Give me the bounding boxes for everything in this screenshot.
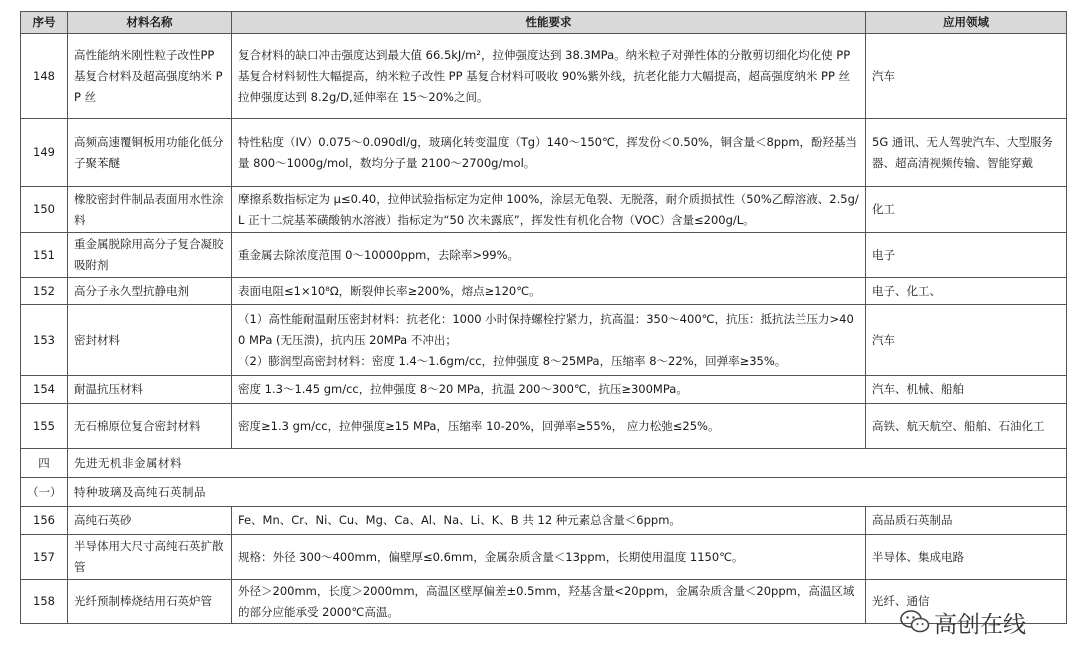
row-performance: 重金属去除浓度范围 0～10000ppm，去除率>99%。	[232, 233, 866, 278]
row-material-name: 无石棉原位复合密封材料	[68, 404, 232, 449]
row-seq: 157	[21, 535, 68, 580]
row-application: 汽车	[866, 305, 1067, 376]
row-material-name: 高频高速覆铜板用功能化低分子聚苯醚	[68, 119, 232, 187]
row-performance: 特性粘度（IV）0.075～0.090dl/g，玻璃化转变温度（Tg）140～150℃，挥发份＜0.50%，铜含量＜8ppm，酚羟基当量 800～1000g/mol，数均分子量 2100～2700g/mol。	[232, 119, 866, 187]
row-performance: 密度≥1.3 gm/cc，拉伸强度≥15 MPa，压缩率 10-20%，回弹率≥55%， 应力松弛≤25%。	[232, 404, 866, 449]
header-performance: 性能要求	[232, 12, 866, 34]
row-material-name: 高分子永久型抗静电剂	[68, 278, 232, 305]
section-row-minor	[21, 478, 1067, 507]
watermark-text: 高创在线	[934, 611, 1026, 638]
row-seq: 149	[21, 119, 68, 187]
wechat-icon	[900, 609, 930, 635]
section-seq: （一）	[21, 478, 68, 507]
table-row	[21, 34, 1067, 119]
row-seq: 158	[21, 580, 68, 624]
row-seq: 152	[21, 278, 68, 305]
row-material-name: 高性能纳米刚性粒子改性PP 基复合材料及超高强度纳米 PP 丝	[68, 34, 232, 119]
watermark	[900, 605, 1060, 639]
row-seq: 154	[21, 376, 68, 404]
row-application: 高铁、航天航空、船舶、石油化工	[866, 404, 1067, 449]
header-material-name: 材料名称	[68, 12, 232, 34]
row-material-name: 光纤预制棒烧结用石英炉管	[68, 580, 232, 624]
row-seq: 150	[21, 187, 68, 233]
row-application: 化工	[866, 187, 1067, 233]
row-application: 电子	[866, 233, 1067, 278]
section-title: 先进无机非金属材料	[68, 449, 1067, 478]
row-material-name: 耐温抗压材料	[68, 376, 232, 404]
row-seq: 148	[21, 34, 68, 119]
row-application: 半导体、集成电路	[866, 535, 1067, 580]
table-row	[21, 535, 1067, 580]
header-application: 应用领域	[866, 12, 1067, 34]
table-row	[21, 404, 1067, 449]
table-row	[21, 376, 1067, 404]
header-row	[21, 12, 1067, 34]
row-material-name: 半导体用大尺寸高纯石英扩散管	[68, 535, 232, 580]
row-performance: 密度 1.3～1.45 gm/cc，拉伸强度 8～20 MPa，抗温 200～300℃，抗压≥300MPa。	[232, 376, 866, 404]
section-seq: 四	[21, 449, 68, 478]
row-performance: 规格：外径 300～400mm，偏壁厚≤0.6mm，金属杂质含量＜13ppm，长期使用温度 1150℃。	[232, 535, 866, 580]
row-seq: 151	[21, 233, 68, 278]
section-title: 特种玻璃及高纯石英制品	[68, 478, 1067, 507]
materials-table	[20, 11, 1067, 624]
table-row	[21, 187, 1067, 233]
performance-line: （1）高性能耐温耐压密封材料：抗老化：1000 小时保持螺栓拧紧力，抗高温：350～400℃，抗压：抵抗法兰压力>400 MPa (无压溃)，抗内压 20MPa 不冲出；	[238, 311, 854, 347]
row-performance: Fe、Mn、Cr、Ni、Cu、Mg、Ca、Al、Na、Li、K、B 共 12 种元素总含量＜6ppm。	[232, 507, 866, 535]
row-material-name: 橡胶密封件制品表面用水性涂料	[68, 187, 232, 233]
table-row	[21, 278, 1067, 305]
row-application: 高品质石英制品	[866, 507, 1067, 535]
performance-line: （2）膨润型高密封材料：密度 1.4～1.6gm/cc，拉伸强度 8～25MPa，压缩率 8～22%，回弹率≥35%。	[238, 353, 787, 368]
row-performance: 复合材料的缺口冲击强度达到最大值 66.5kJ/m²，拉伸强度达到 38.3MPa。纳米粒子对弹性体的分散剪切细化均化使 PP 基复合材料韧性大幅提高，纳米粒子改性 PP 基复合材料可吸收 90%紫外线，抗老化能力大幅提高，超高强度纳米 PP 丝拉伸强度达到 8.2g/D,延伸率在 15～20%之间。	[232, 34, 866, 119]
row-seq: 156	[21, 507, 68, 535]
section-row-major	[21, 449, 1067, 478]
row-material-name: 重金属脱除用高分子复合凝胶吸附剂	[68, 233, 232, 278]
row-application: 电子、化工、	[866, 278, 1067, 305]
row-seq: 153	[21, 305, 68, 376]
table-row	[21, 119, 1067, 187]
header-seq: 序号	[21, 12, 68, 34]
row-performance	[232, 305, 866, 376]
row-application: 光纤、通信	[866, 580, 1067, 624]
row-performance: 表面电阻≤1×10⁸Ω，断裂伸长率≥200%，熔点≥120℃。	[232, 278, 866, 305]
table-row	[21, 305, 1067, 376]
table-row	[21, 507, 1067, 535]
row-application: 5G 通讯、无人驾驶汽车、大型服务器、超高清视频传输、智能穿戴	[866, 119, 1067, 187]
row-performance: 摩擦系数指标定为 μ≤0.40，拉伸试验指标定为定伸 100%，涂层无龟裂、无脱落，耐介质损拭性（50%乙醇溶液、2.5g/L 正十二烷基苯磺酸钠水溶液）指标定为“50 次未露底”，挥发性有机化合物（VOC）含量≤200g/L。	[232, 187, 866, 233]
row-application: 汽车	[866, 34, 1067, 119]
row-seq: 155	[21, 404, 68, 449]
row-application: 汽车、机械、船舶	[866, 376, 1067, 404]
table-row	[21, 233, 1067, 278]
row-material-name: 高纯石英砂	[68, 507, 232, 535]
row-material-name: 密封材料	[68, 305, 232, 376]
row-performance: 外径＞200mm，长度＞2000mm，高温区壁厚偏差±0.5mm，羟基含量<20ppm，金属杂质含量＜20ppm，高温区域的部分应能承受 2000℃高温。	[232, 580, 866, 624]
